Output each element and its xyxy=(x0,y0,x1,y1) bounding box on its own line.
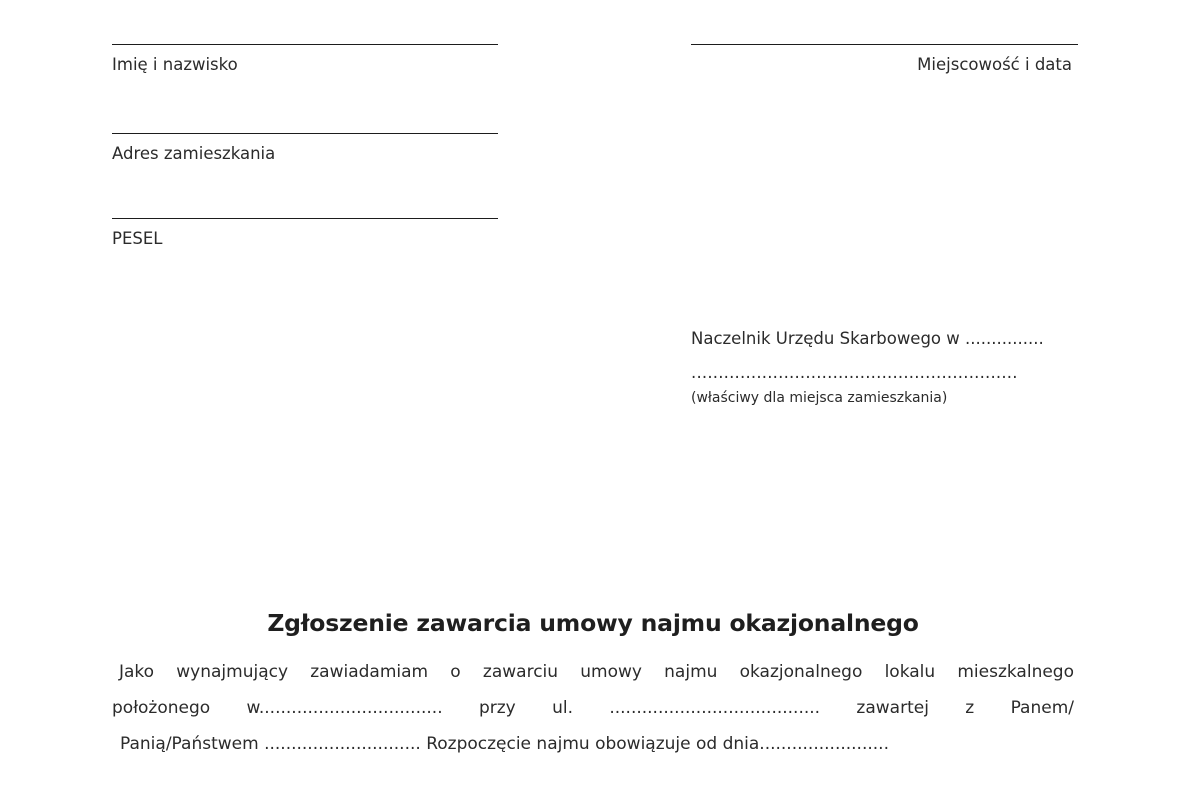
field-miejscowosc-i-data xyxy=(691,44,1078,75)
body-line-3: Panią/Państwem ............................. Rozpoczęcie najmu obowiązuje od dnia........................ xyxy=(120,734,889,754)
document-title: Zgłoszenie zawarcia umowy najmu okazjonalnego xyxy=(267,608,919,637)
addressee-line-naczelnik: Naczelnik Urzędu Skarbowego w ............... xyxy=(691,329,1044,348)
field-pesel xyxy=(112,218,498,249)
addressee-line-dots: ............................................................ xyxy=(691,363,1018,382)
body-line-2: położonego w.................................. przy ul. ....................................... zawartej z Panem/ xyxy=(112,698,1074,718)
field-label-miejscowosc-i-data: Miejscowość i data xyxy=(917,55,1072,74)
signature-rule xyxy=(112,44,498,45)
body-line-1: Jako wynajmujący zawiadamiam o zawarciu umowy najmu okazjonalnego lokalu mieszkalnego xyxy=(119,662,1074,682)
signature-rule xyxy=(691,44,1078,45)
field-imie-i-nazwisko xyxy=(112,44,498,75)
addressee-block xyxy=(691,327,1081,407)
field-label-pesel: PESEL xyxy=(112,229,163,248)
addressee-note: (właściwy dla miejsca zamieszkania) xyxy=(691,390,948,406)
field-label-imie-i-nazwisko: Imię i nazwisko xyxy=(112,55,238,74)
body-paragraph xyxy=(112,654,1074,762)
signature-rule xyxy=(112,133,498,134)
signature-rule xyxy=(112,218,498,219)
field-label-adres-zamieszkania: Adres zamieszkania xyxy=(112,144,276,163)
field-adres-zamieszkania xyxy=(112,133,498,164)
